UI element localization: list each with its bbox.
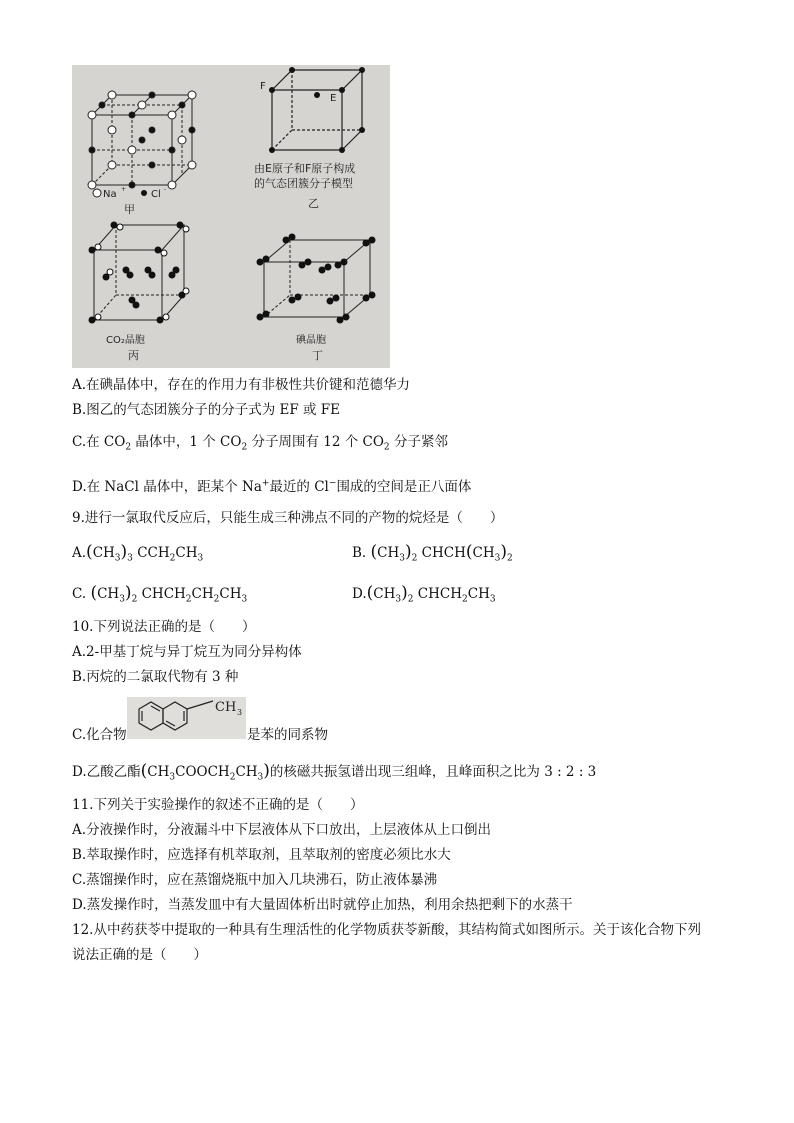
- panel-b-label: 乙: [308, 197, 319, 210]
- q9-option-b: B. $(CH_3)_2$ $CHCH(CH_3)_2$: [352, 542, 513, 564]
- corner-e-label: E: [330, 93, 337, 104]
- nacl-atoms: [88, 91, 196, 189]
- cl-legend-label: Cl: [151, 189, 161, 200]
- q8-option-c: C.在 $CO_2$ 晶体中，1 个 $CO_2$ 分子周围有 12 个 $CO_2$ 分子紧邻: [72, 434, 448, 453]
- q10-option-c-suffix: 是苯的同系物: [247, 727, 328, 743]
- panel-d-label: 丁: [312, 349, 323, 362]
- q11-option-c: C.蒸馏操作时，应在蒸馏烧瓶中加入几块沸石，防止液体暴沸: [72, 872, 438, 888]
- q9-stem: 9.进行一氯取代反应后，只能生成三种沸点不同的产物的烷烃是（ ）: [72, 510, 504, 526]
- q11-option-d: D.蒸发操作时，当蒸发皿中有大量固体析出时就停止加热，利用余热把剩下的水蒸干: [72, 897, 573, 913]
- q12-stem-line1: 12.从中药获苓中提取的一种具有生理活性的化学物质获苓新酸，其结构简式如图所示。关于该化合物下列: [72, 922, 701, 938]
- q11-option-a: A.分液操作时，分液漏斗中下层液体从下口放出，上层液体从上口倒出: [72, 822, 492, 838]
- q8-option-a: A.在碘晶体中，存在的作用力有非极性共价键和范德华力: [72, 377, 411, 393]
- q11-option-b: B.萃取操作时，应选择有机萃取剂，且萃取剂的密度必须比水大: [72, 847, 451, 863]
- svg-text:+: +: [121, 186, 127, 193]
- corner-f-label: F: [260, 81, 266, 92]
- crystal-structures-figure: [72, 65, 390, 368]
- q9-option-a: $A.(CH_3)_3$ $CCH_2CH_3$: [72, 542, 204, 564]
- co2-cell-caption: CO₂晶胞: [106, 335, 145, 346]
- cluster-caption-line2: 的气态团簇分子模型: [254, 177, 353, 190]
- na-legend-label: Na: [103, 189, 117, 200]
- q10-option-a: A.2-甲基丁烷与异丁烷互为同分异构体: [72, 644, 302, 660]
- q8-option-d: D.在 NaCl 晶体中，距某个 Na+最近的 Cl−围成的空间是正八面体: [72, 478, 472, 495]
- cl-legend-icon: [141, 190, 147, 196]
- q11-stem: 11.下列关于实验操作的叙述不正确的是（ ）: [72, 797, 364, 813]
- q9-option-d: $D.(CH_3)_2$ $CHCH_2CH_3$: [352, 583, 496, 605]
- q10-option-d: D.乙酸乙酯$(CH_3COOCH_2CH_3)$的核磁共振氢谱出现三组峰，且峰面积之比为 3 : 2 : 3: [72, 761, 597, 783]
- svg-text:3: 3: [237, 708, 243, 717]
- iodine-cell-caption: 碘晶胞: [296, 335, 326, 346]
- q9-option-c: C. $(CH_3)_2$ $CHCH_2CH_2CH_3$: [72, 583, 248, 605]
- panel-c-label: 丙: [128, 349, 139, 362]
- svg-text:-: -: [164, 186, 167, 193]
- iodine-molecules: [257, 234, 376, 324]
- q10-option-c-prefix: C.化合物: [72, 727, 127, 743]
- methylnaphthalene-structure: [127, 697, 246, 739]
- cluster-caption-line1: 由E原子和F原子构成: [254, 162, 356, 175]
- q10-option-b: B.丙烷的二氯取代物有 3 种: [72, 669, 239, 685]
- cluster-atoms: [269, 67, 365, 153]
- q12-stem-line2: 说法正确的是（ ）: [72, 947, 207, 963]
- q10-stem: 10.下列说法正确的是（ ）: [72, 619, 256, 635]
- methyl-label: CH: [215, 700, 237, 715]
- q8-option-b: B.图乙的气态团簇分子的分子式为 EF 或 FE: [72, 402, 341, 418]
- panel-a-label: 甲: [124, 203, 135, 216]
- cluster-cube-diagram: [272, 70, 362, 150]
- co2-molecules: [89, 222, 189, 323]
- crystal-structures-svg: [72, 65, 390, 368]
- iodine-cell-diagram: [264, 240, 370, 317]
- na-legend-icon: [93, 189, 101, 197]
